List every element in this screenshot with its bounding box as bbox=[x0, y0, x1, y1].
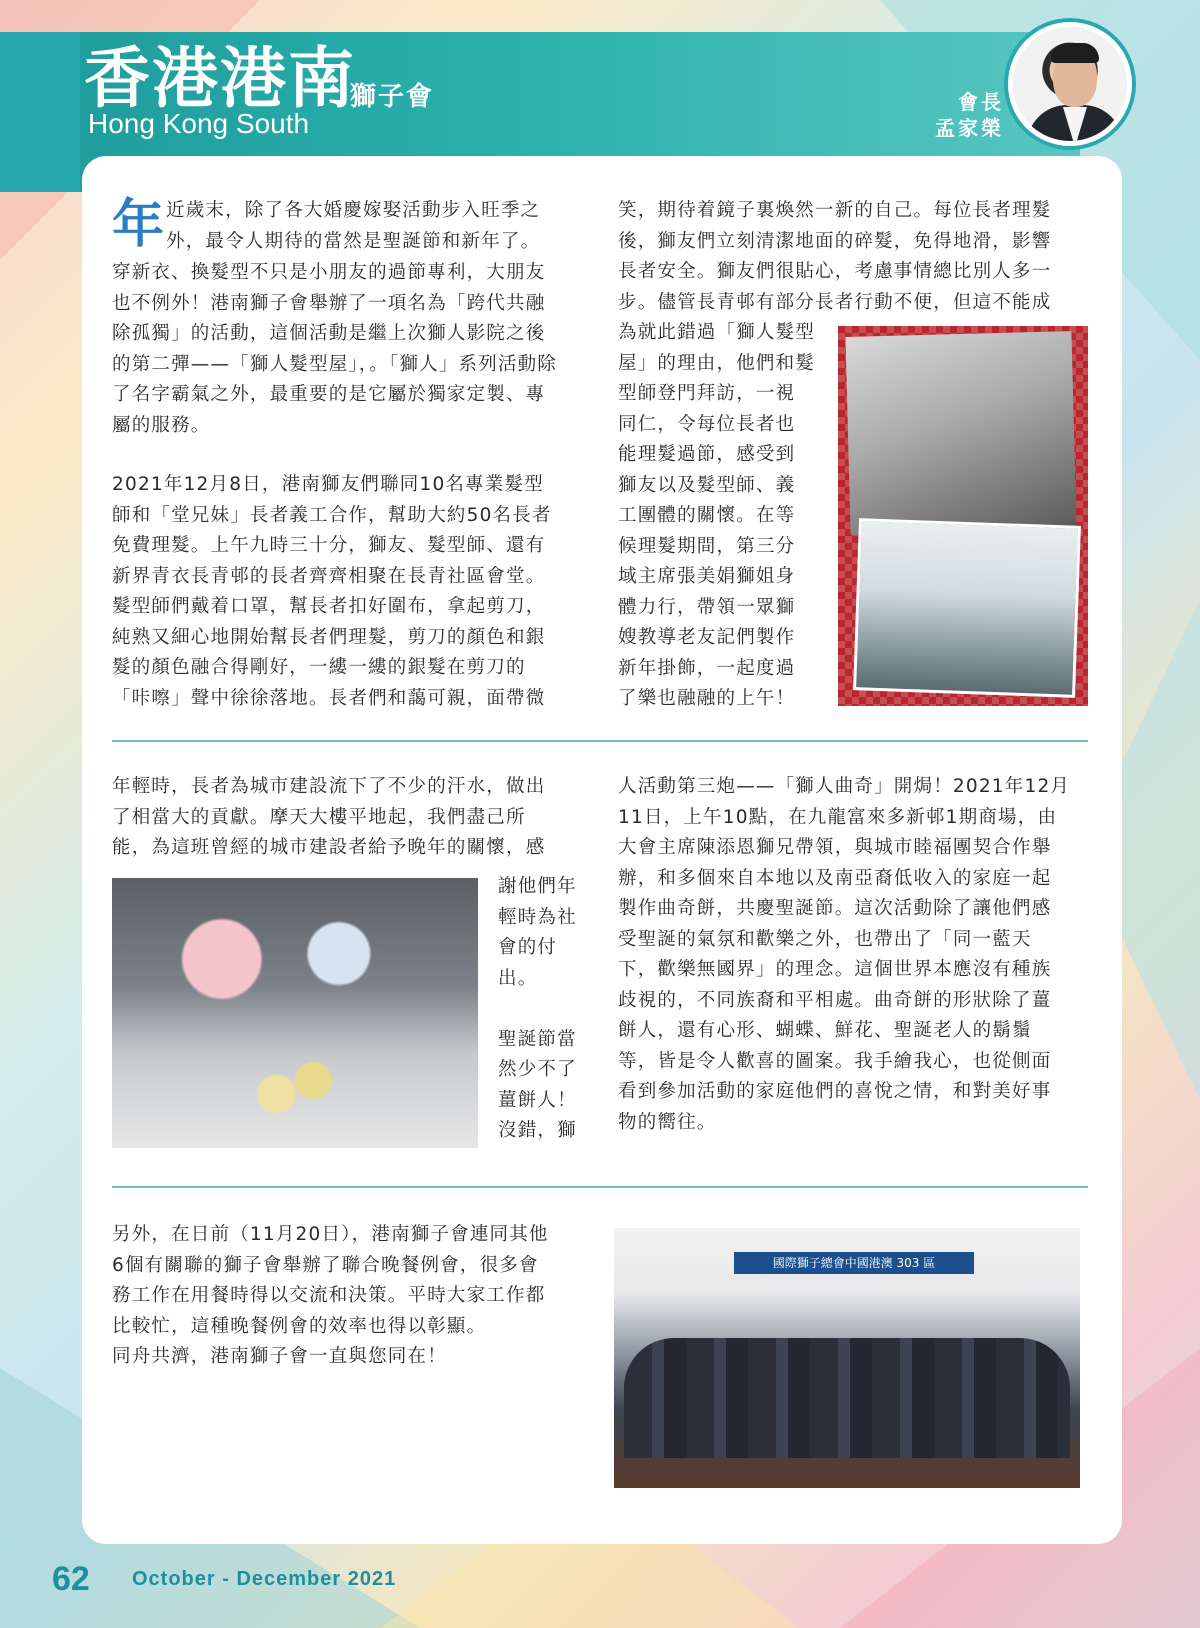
club-title-chinese: 香港港南 bbox=[84, 39, 356, 117]
paragraph-1-lead bbox=[166, 196, 586, 258]
paragraph-2-narrow: 為就此錯過「獅人髮型 屋」的理由，他們和髮 型師登門拜訪，一視 同仁，令每位長者也 能理髮過節，感受到 獅友以及髮型師、義 工團體的關懷。在等 候理髮期間，第三分 域主席張美娟獅姐身 體力行，帶領一眾獅 嫂教導老友記們製作 新年掛飾，一起度過 了樂也融融的上午！ bbox=[618, 322, 816, 709]
paragraph-1 bbox=[112, 258, 586, 441]
paragraph-3-narrow: 謝他們年 輕時為社 會的付 出。 聖誕節當 然少不了 薑餅人！ 沒錯，獅 bbox=[498, 876, 577, 1141]
page-number: 62 bbox=[52, 1560, 90, 1598]
president-portrait bbox=[1008, 22, 1132, 146]
issue-date: October - December 2021 bbox=[132, 1568, 397, 1590]
paragraph-4: 人活動第三炮——「獅人曲奇」開焗！2021年12月 11日，上午10點，在九龍富來多新邨1期商場，由 大會主席陳添恩獅兄帶領，與城市睦福團契合作舉 辦，和多個來自本地以及南亞裔低收入的家庭一起 製作曲奇餅，共慶聖誕節。這次活動除了讓他們感 受聖誕的氣氛和歡樂之外，也帶出了「同一藍天 下，歡樂無國界」的理念。這個世界本應沒有種族 歧視的，不同族裔和平相處。曲奇餅的形狀除了薑 餅人，還有心形、蝴蝶、鮮花、聖誕老人的鬍鬚 等，皆是令人歡喜的圖案。我手繪我心，也從側面 看到參加活動的家庭他們的喜悅之情，和對美好事 物的嚮往。 bbox=[618, 776, 1071, 1133]
club-title-english: Hong Kong South bbox=[88, 108, 310, 139]
header-accent bbox=[0, 32, 80, 192]
cookie-making-photo bbox=[112, 878, 478, 1148]
president-role: 會長 bbox=[958, 90, 1004, 114]
group-people bbox=[624, 1338, 1070, 1458]
paragraph-5: 另外，在日前（11月20日），港南獅子會連同其他 6個有關聯的獅子會舉辦了聯合晚餐例會，很多會 務工作在用餐時得以交流和決策。平時大家工作都 比較忙，這種晚餐例會的效率也得以彰顯。 同舟共濟，港南獅子會一直與您同在！ bbox=[112, 1224, 549, 1367]
group-photo-banner: 國際獅子總會中國港澳 303 區 bbox=[734, 1252, 974, 1274]
section-divider bbox=[112, 740, 1088, 742]
haircut-photo-bw bbox=[845, 331, 1076, 535]
drop-cap: 年 bbox=[112, 194, 165, 255]
group-dinner-photo bbox=[614, 1228, 1080, 1488]
haircut-photo-collage bbox=[838, 326, 1088, 706]
club-title-suffix: 獅子會 bbox=[350, 82, 435, 112]
paragraph-2-continued: 笑，期待着鏡子裏煥然一新的自己。每位長者理髮 後，獅友們立刻清潔地面的碎髮，免得地滑，影響 長者安全。獅友們很貼心，考慮事情總比別人多一 步。儘管長青邨有部分長者行動不便，但這不能成 bbox=[618, 200, 1052, 313]
president-name: 孟家榮 bbox=[935, 116, 1004, 140]
portrait-hair bbox=[1051, 43, 1099, 63]
paragraph-1-lead-text: 近歲末，除了各大婚慶嫁娶活動步入旺季之 外，最令人期待的當然是聖誕節和新年了。 bbox=[166, 200, 541, 252]
paragraph-2: 2021年12月8日，港南獅友們聯同10名專業髮型 師和「堂兄妹」長者義工合作，幫助大約50名長者 免費理髮。上午九時三十分，獅友、髮型師、還有 新界青衣長青邨的長者齊齊相聚在長青社區會堂。 髮型師們戴着口罩，幫長者扣好圍布，拿起剪刀， 純熟又細心地開始幫長者們理髮，剪刀的顏色和銀 髮的顏色融合得剛好，一縷一縷的銀髮在剪刀的 「咔嚓」聲中徐徐落地。長者們和藹可親，面帶微 bbox=[112, 474, 552, 709]
community-hall-photo bbox=[853, 518, 1081, 698]
paragraph-1-text: 穿新衣、換髮型不只是小朋友的過節專利，大朋友 也不例外！港南獅子會舉辦了一項名為「跨代共融 除孤獨」的活動，這個活動是繼上次獅人影院之後 的第二彈——「獅人髮型屋」，。「獅人」系列活動除 了名字霸氣之外，最重要的是它屬於獨家定製、專 屬的服務。 bbox=[112, 262, 558, 436]
section-divider bbox=[112, 1186, 1088, 1188]
paragraph-3: 年輕時，長者為城市建設流下了不少的汗水，做出 了相當大的貢獻。摩天大樓平地起，我們盡己所 能，為這班曾經的城市建設者給予晚年的關懷，感 bbox=[112, 776, 546, 858]
